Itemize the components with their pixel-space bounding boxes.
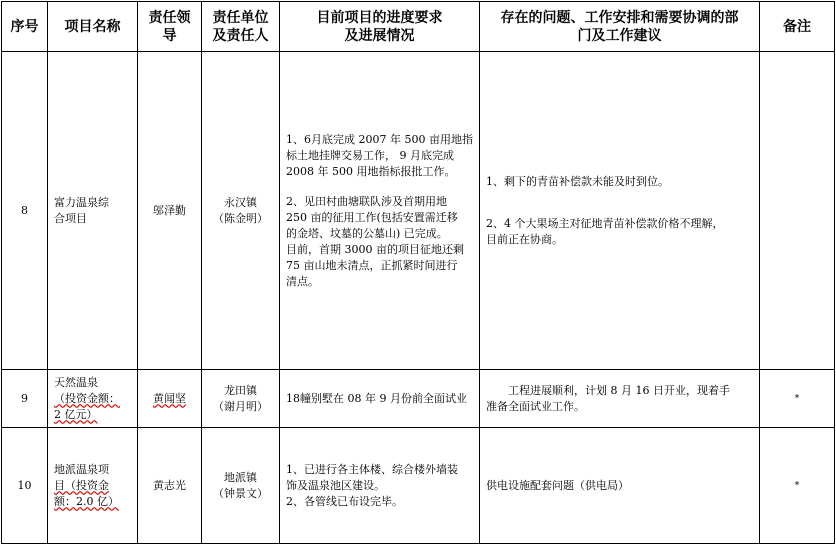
row-project-name	[48, 428, 138, 544]
leader-name: 黄闻坚	[153, 391, 186, 405]
project-name-line: 天然温泉	[54, 375, 98, 389]
header-leader: 责任领 导	[138, 2, 202, 52]
progress-item-2: 2、各管线已布设完毕。	[286, 494, 403, 508]
row-leader	[138, 370, 202, 428]
row-issues: 供电设施配套问题（供电局）	[480, 428, 760, 544]
header-progress: 目前项目的进度要求 及进展情况	[280, 2, 480, 52]
row-unit: 地派镇 （钟景文）	[202, 428, 280, 544]
row-unit: 永汉镇 （陈金明）	[202, 52, 280, 370]
table-row	[2, 52, 835, 370]
issues-item-1: 1、剩下的青苗补偿款未能及时到位。	[486, 174, 669, 188]
header-name: 项目名称	[48, 2, 138, 52]
row-remarks	[760, 52, 835, 370]
table-row	[2, 428, 835, 544]
row-project-name	[48, 370, 138, 428]
project-name-line: 额：2.0 亿）	[54, 494, 119, 508]
row-issues	[480, 52, 760, 370]
row-progress	[280, 52, 480, 370]
row-progress	[280, 428, 480, 544]
header-remarks: 备注	[760, 2, 835, 52]
row-project-name: 富力温泉综 合项目	[48, 52, 138, 370]
project-name-line: 地派温泉项	[54, 462, 109, 476]
row-leader: 邬泽勤	[138, 52, 202, 370]
header-issues: 存在的问题、工作安排和需要协调的部 门及工作建议	[480, 2, 760, 52]
row-seq: 8	[2, 52, 48, 370]
project-name-line: （投资金额：	[54, 391, 120, 405]
header-seq: 序号	[2, 2, 48, 52]
header-unit: 责任单位 及责任人	[202, 2, 280, 52]
progress-item-1: 1、6月底完成 2007 年 500 亩用地指 标土地挂牌交易工作， 9 月底完成 2008 年 500 用地指标报批工作。	[286, 132, 473, 178]
row-progress: 18幢别墅在 08 年 9 月份前全面试业	[280, 370, 480, 428]
row-issues	[480, 370, 760, 428]
project-progress-table	[1, 1, 835, 544]
project-name-line: 2 亿元）	[54, 407, 98, 421]
progress-item-2: 2、见田村曲塘联队涉及首期用地 250 亩的征用工作(包括安置需迁移 的金塔、坟墓的公墓山) 已完成。 目前，首期 3000 亩的项目征地还剩 75 亩山地未清点，正抓紧时间进行 清点。	[286, 194, 464, 288]
row-remarks: *	[760, 370, 835, 428]
row-remarks: *	[760, 428, 835, 544]
row-unit: 龙田镇 （谢月明）	[202, 370, 280, 428]
issues-text: 工程进展顺利，计划 8 月 16 日开业，现着手 准备全面试业工作。	[486, 383, 730, 413]
header-row	[2, 2, 835, 52]
progress-item-1: 1、已进行各主体楼、综合楼外墙装 饰及温泉池区建设。	[286, 462, 458, 492]
row-seq: 10	[2, 428, 48, 544]
project-name-line: 目（投资金	[54, 478, 109, 492]
row-leader: 黄志光	[138, 428, 202, 544]
issues-item-2: 2、4 个大果场主对征地青苗补偿款价格不理解， 目前正在协商。	[486, 216, 724, 246]
table-row	[2, 370, 835, 428]
row-seq: 9	[2, 370, 48, 428]
